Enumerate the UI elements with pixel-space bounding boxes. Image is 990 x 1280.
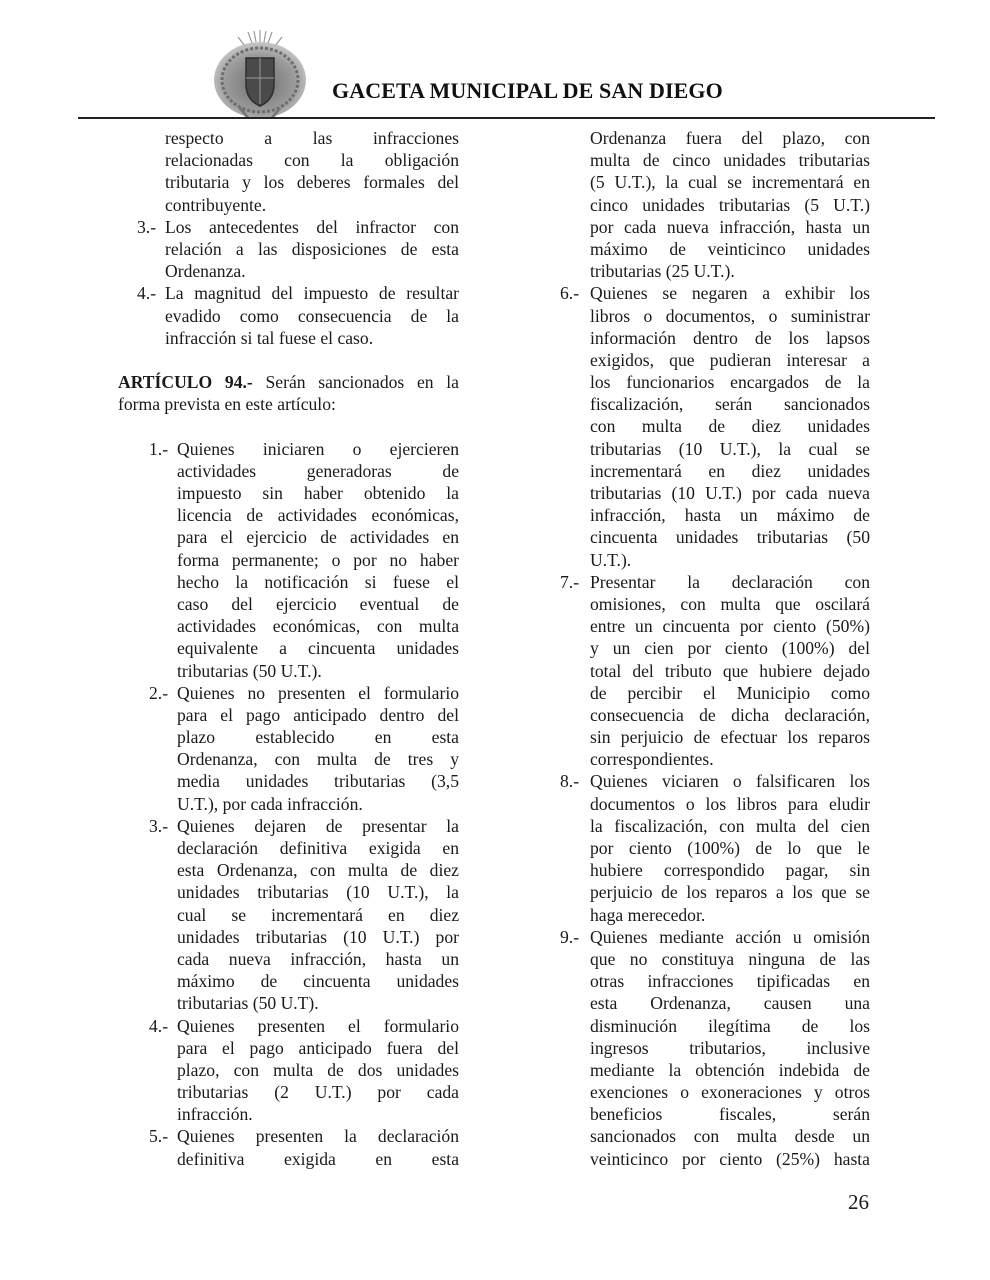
text-line: licencia de actividades económicas,: [177, 505, 459, 526]
text-line: documentos o los libros para eludir: [590, 793, 870, 814]
item-number: 2.-: [149, 682, 169, 703]
coat-of-arms-logo: [210, 28, 310, 122]
text-line: por ciento (100%) de lo que le: [590, 838, 870, 858]
text-line: cual se incrementará en diez: [177, 904, 459, 925]
item-number: 7.-: [560, 571, 580, 592]
text-line: información dentro de los lapsos: [590, 327, 870, 348]
text-line: de percibir el Municipio como: [590, 682, 870, 703]
text-line: La magnitud del impuesto de resultar: [165, 283, 459, 304]
text-line: infracción si tal fuese el caso.: [165, 327, 374, 348]
list-item: [118, 1015, 459, 1126]
text-line: unidades tributarias (10 U.T.), la: [177, 882, 459, 903]
text-line: hecho la notificación si fuese el: [177, 571, 459, 592]
text-line: tributaria y los deberes formales del: [165, 172, 459, 193]
article-heading: ARTÍCULO 94.-: [118, 372, 253, 393]
text-line: unidades tributarias (10 U.T.) por: [177, 926, 459, 947]
text-line: máximo de veinticinco unidades: [590, 238, 870, 259]
article-intro: forma prevista en este artículo:: [118, 394, 336, 415]
text-line: multa de cinco unidades tributarias: [590, 150, 870, 171]
list-item: [548, 770, 870, 925]
list-item: [118, 815, 459, 1015]
text-line: tributarias (25 U.T.).: [590, 261, 735, 282]
text-line: equivalente a cincuenta unidades: [177, 638, 459, 659]
text-line: beneficios fiscales, serán: [590, 1104, 870, 1125]
article-items: [548, 282, 870, 1170]
list-item: [548, 571, 870, 771]
text-line: Quienes viciaren o falsificaren los: [590, 771, 870, 792]
list-item: [118, 1125, 459, 1169]
text-line: Presentar la declaración con: [590, 571, 870, 592]
text-line: exigidos, que pudieran interesar a: [590, 349, 870, 370]
item-number: 9.-: [560, 926, 580, 947]
text-line: disminución ilegítima de los: [590, 1015, 870, 1036]
spacer: [118, 415, 459, 437]
page-number: 26: [848, 1190, 869, 1214]
text-line: total del tributo que hubiere dejado: [590, 660, 870, 681]
text-line: media unidades tributarias (3,5: [177, 771, 459, 792]
text-line: sancionados con multa desde un: [590, 1126, 870, 1147]
text-line: esta Ordenanza, causen una: [590, 993, 870, 1014]
article-intro-line: [118, 371, 459, 393]
continuation-text: [118, 127, 459, 216]
text-line: infracción.: [177, 1104, 253, 1125]
text-line: relación a las disposiciones de esta: [165, 238, 459, 259]
list-item: [118, 682, 459, 815]
text-line: plazo, con multa de dos unidades: [177, 1059, 459, 1080]
text-line: declaración definitiva exigida en: [177, 838, 459, 858]
text-line: actividades generadoras de: [177, 460, 459, 481]
text-line: impuesto sin haber obtenido la: [177, 483, 459, 503]
text-line: evadido como consecuencia de la: [165, 305, 459, 326]
text-line: Quienes se negaren a exhibir los: [590, 283, 870, 304]
item-number: 4.-: [137, 283, 157, 304]
item-number: 1.-: [149, 438, 169, 459]
continuation-text: [548, 127, 870, 282]
text-line: para el pago anticipado dentro del: [177, 704, 459, 725]
item-number: 4.-: [149, 1015, 169, 1036]
item-number: 3.-: [149, 815, 169, 836]
text-line: contribuyente.: [165, 194, 267, 215]
article-items: [118, 438, 459, 1170]
item-number: 5.-: [149, 1126, 169, 1147]
text-line: Quienes no presenten el formulario: [177, 682, 459, 703]
text-line: los funcionarios encargados de la: [590, 372, 870, 393]
item-number: 3.-: [137, 216, 157, 237]
text-line: Quienes dejaren de presentar la: [177, 815, 459, 836]
text-line: omisiones, con multa que oscilará: [590, 593, 870, 614]
text-line: relacionadas con la obligación: [165, 150, 459, 171]
text-line: que no constituya ninguna de las: [590, 948, 870, 969]
text-line: tributarias (2 U.T.) por cada: [177, 1082, 459, 1103]
text-line: sin perjuicio de efectuar los reparos: [590, 727, 870, 748]
text-line: fiscalización, serán sancionados: [590, 394, 870, 415]
text-line: cinco unidades tributarias (5 U.T.): [590, 194, 870, 215]
text-line: tributarias (50 U.T.).: [177, 660, 322, 681]
text-line: por cada nueva infracción, hasta un: [590, 216, 870, 237]
text-line: tributarias (50 U.T).: [177, 993, 319, 1014]
text-line: Quienes presenten la declaración: [177, 1126, 459, 1147]
text-line: cincuenta unidades tributarias (50: [590, 527, 870, 548]
text-line: y un cien por ciento (100%) del: [590, 638, 870, 659]
text-line: definitiva exigida en esta: [177, 1148, 459, 1169]
list-item: [548, 282, 870, 570]
text-line: Quienes mediante acción u omisión: [590, 926, 870, 947]
article-intro: Serán sancionados en la: [265, 372, 459, 393]
right-column: [548, 127, 870, 1170]
text-line: U.T.).: [590, 549, 632, 570]
text-line: para el pago anticipado fuera del: [177, 1037, 459, 1058]
text-line: entre un cincuenta por ciento (50%): [590, 616, 870, 637]
text-line: con multa de diez unidades: [590, 416, 870, 437]
text-line: consecuencia de dicha declaración,: [590, 704, 870, 725]
text-line: ingresos tributarios, inclusive: [590, 1037, 870, 1058]
list-item: [118, 438, 459, 682]
coat-of-arms-icon: [210, 28, 310, 122]
list-item: [118, 216, 459, 283]
text-line: máximo de cincuenta unidades: [177, 971, 459, 992]
text-line: Los antecedentes del infractor con: [165, 216, 459, 237]
text-line: para el ejercicio de actividades en: [177, 527, 459, 548]
text-line: incrementará en diez unidades: [590, 460, 870, 481]
text-line: veinticinco por ciento (25%) hasta: [590, 1148, 870, 1169]
list-item: [548, 926, 870, 1170]
article-94: [118, 371, 459, 415]
text-line: U.T.), por cada infracción.: [177, 793, 363, 814]
text-line: perjuicio de los reparos a los que se: [590, 882, 870, 903]
left-column: [118, 127, 459, 1170]
text-line: correspondientes.: [590, 749, 714, 770]
text-line: esta Ordenanza, con multa de diez: [177, 860, 459, 881]
text-line: Ordenanza fuera del plazo, con: [590, 128, 870, 148]
text-line: tributarias (10 U.T.), la cual se: [590, 438, 870, 459]
text-line: (5 U.T.), la cual se incrementará en: [590, 172, 870, 193]
text-line: mediante la obtención indebida de: [590, 1059, 870, 1080]
text-line: libros o documentos, o suministrar: [590, 305, 870, 326]
text-line: haga merecedor.: [590, 904, 706, 925]
text-line: plazo establecido en esta: [177, 727, 459, 748]
item-number: 6.-: [560, 283, 580, 304]
text-line: Quienes iniciaren o ejercieren: [177, 438, 459, 459]
text-line: infracción, hasta un máximo de: [590, 505, 870, 526]
text-line: Ordenanza.: [165, 261, 246, 282]
text-line: forma permanente; o por no haber: [177, 549, 459, 570]
spacer: [118, 349, 459, 371]
text-line: caso del ejercicio eventual de: [177, 593, 459, 614]
text-line: Quienes presenten el formulario: [177, 1015, 459, 1036]
text-line: cada nueva infracción, hasta un: [177, 948, 459, 969]
text-line: respecto a las infracciones: [165, 128, 459, 148]
text-line: la fiscalización, con multa del cien: [590, 815, 870, 836]
text-line: actividades económicas, con multa: [177, 616, 459, 637]
item-number: 8.-: [560, 771, 580, 792]
text-line: otras infracciones tipificadas en: [590, 971, 870, 992]
list-item: [118, 282, 459, 349]
header-rule: [78, 117, 935, 119]
gazette-title: GACETA MUNICIPAL DE SAN DIEGO: [332, 78, 723, 103]
text-line: tributarias (10 U.T.) por cada nueva: [590, 483, 870, 503]
text-line: hubiere correspondido pagar, sin: [590, 860, 870, 881]
text-line: exenciones o exoneraciones y otros: [590, 1082, 870, 1103]
text-line: Ordenanza, con multa de tres y: [177, 749, 459, 770]
